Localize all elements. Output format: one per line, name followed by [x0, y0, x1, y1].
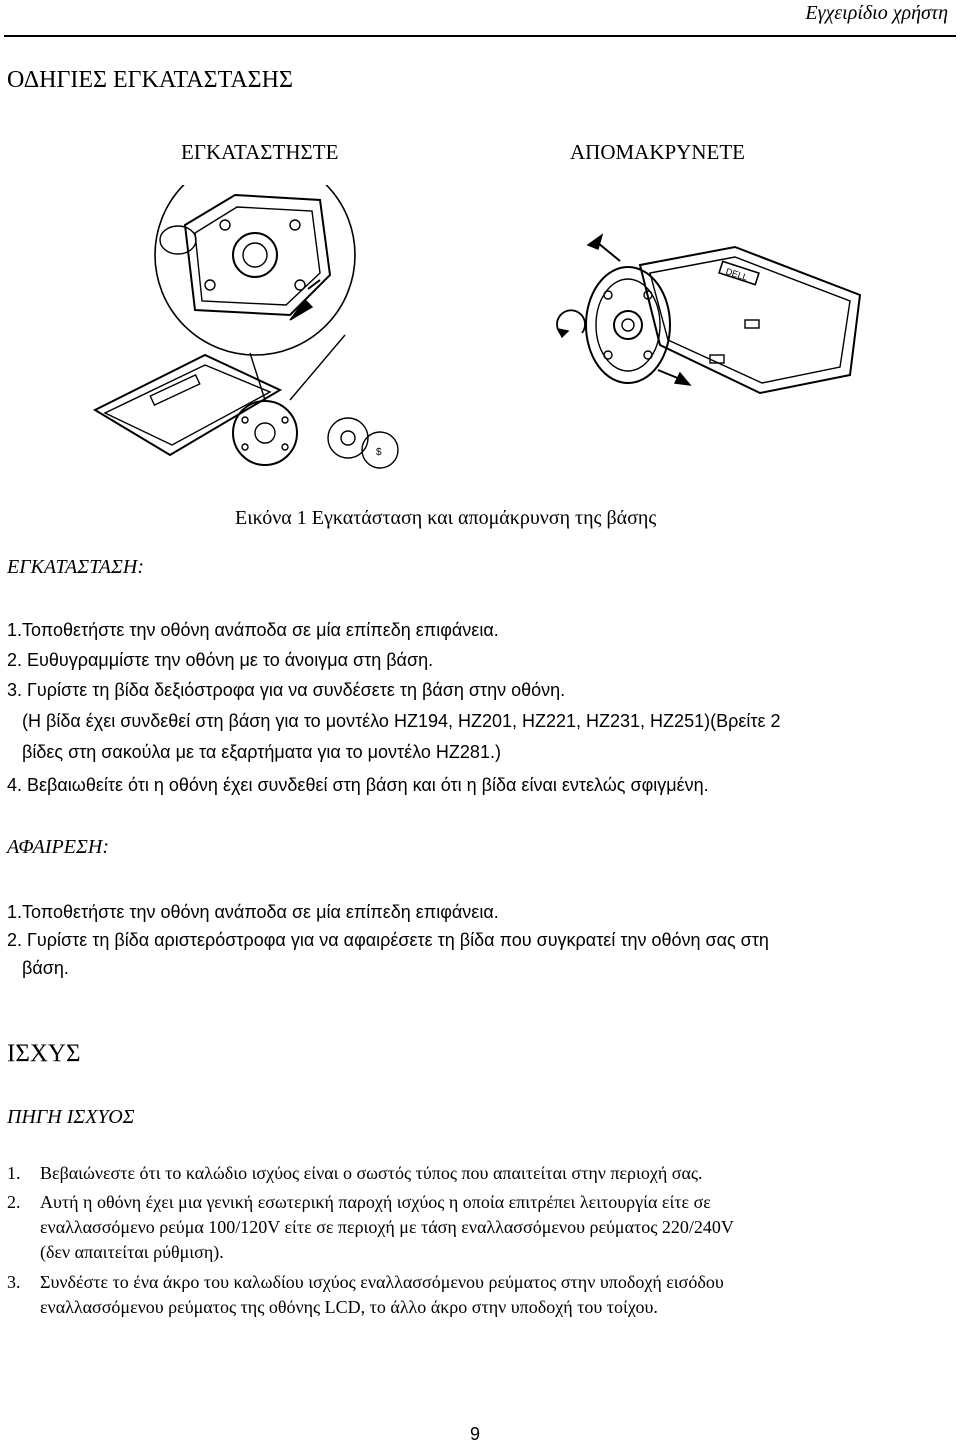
- install-line: βίδες στη σακούλα με τα εξαρτήματα για το μοντέλο HZ281.): [22, 742, 501, 762]
- power-item-line: εναλλασσόμενου ρεύματος της οθόνης LCD, το άλλο άκρο στην υποδοχή του τοίχου.: [40, 1297, 658, 1317]
- page-number: 9: [470, 1424, 481, 1444]
- removal-line: 2. Γυρίστε τη βίδα αριστερόστροφα για να αφαιρέσετε τη βίδα που συγκρατεί την οθόνη σας στη: [7, 930, 769, 950]
- remove-illustration: [540, 225, 870, 410]
- power-heading: ΙΣΧΥΣ: [7, 1040, 81, 1067]
- header-title: Εγχειρίδιο χρήστη: [805, 2, 948, 24]
- power-item-number: 1.: [7, 1163, 21, 1183]
- install-line: 4. Βεβαιωθείτε ότι η οθόνη έχει συνδεθεί στη βάση και ότι η βίδα είναι εντελώς σφιγμένη.: [7, 775, 709, 795]
- power-item-number: 2.: [7, 1192, 21, 1212]
- removal-line: βάση.: [22, 958, 69, 978]
- power-item-line: Βεβαιώνεστε ότι το καλώδιο ισχύος είναι ο σωστός τύπος που απαιτείται στην περιοχή σας.: [40, 1163, 703, 1183]
- column-heading-remove: ΑΠΟΜΑΚΡΥΝΕΤΕ: [570, 140, 745, 164]
- power-item-number: 3.: [7, 1272, 21, 1292]
- column-heading-install: ΕΓΚΑΤΑΣΤΗΣΤΕ: [181, 140, 339, 164]
- power-item-line: Συνδέστε το ένα άκρο του καλωδίου ισχύος εναλλασσόμενου ρεύματος στην υποδοχή εισόδου: [40, 1272, 724, 1292]
- removal-line: 1.Τοποθετήστε την οθόνη ανάποδα σε μία επίπεδη επιφάνεια.: [7, 902, 499, 922]
- install-line: (Η βίδα έχει συνδεθεί στη βάση για το μοντέλο HZ194, HZ201, HZ221, HZ231, HZ251)(Βρείτε 2: [22, 711, 781, 731]
- install-illustration: [90, 185, 425, 475]
- power-item-line: εναλλασσόμενο ρεύμα 100/120V είτε σε περιοχή με τάση εναλλασσόμενου ρεύματος 220/240V: [40, 1217, 734, 1237]
- power-item-line: (δεν απαιτείται ρύθμιση).: [40, 1242, 224, 1262]
- power-source-heading: ΠΗΓΗ ΙΣΧΥΟΣ: [7, 1106, 135, 1128]
- page-title: ΟΔΗΓΙΕΣ ΕΓΚΑΤΑΣΤΑΣΗΣ: [7, 67, 293, 93]
- install-line: 2. Ευθυγραμμίστε την οθόνη με το άνοιγμα στη βάση.: [7, 650, 434, 670]
- install-line: 1.Τοποθετήστε την οθόνη ανάποδα σε μία επίπεδη επιφάνεια.: [7, 620, 499, 640]
- header-rule: [4, 35, 956, 37]
- monitor-brand-label: DELL: [724, 266, 749, 283]
- power-item-line: Αυτή η οθόνη έχει μια γενική εσωτερική παροχή ισχύος η οποία επιτρέπει λειτουργία είτε σε: [40, 1192, 711, 1212]
- install-heading: ΕΓΚΑΤΑΣΤΑΣΗ:: [7, 556, 144, 578]
- removal-heading: ΑΦΑΙΡΕΣΗ:: [7, 836, 109, 858]
- figure-caption: Εικόνα 1 Εγκατάσταση και απομάκρυνση της βάσης: [235, 507, 657, 529]
- svg-text:$: $: [376, 447, 382, 458]
- install-line: 3. Γυρίστε τη βίδα δεξιόστροφα για να συνδέσετε τη βάση στην οθόνη.: [7, 680, 566, 700]
